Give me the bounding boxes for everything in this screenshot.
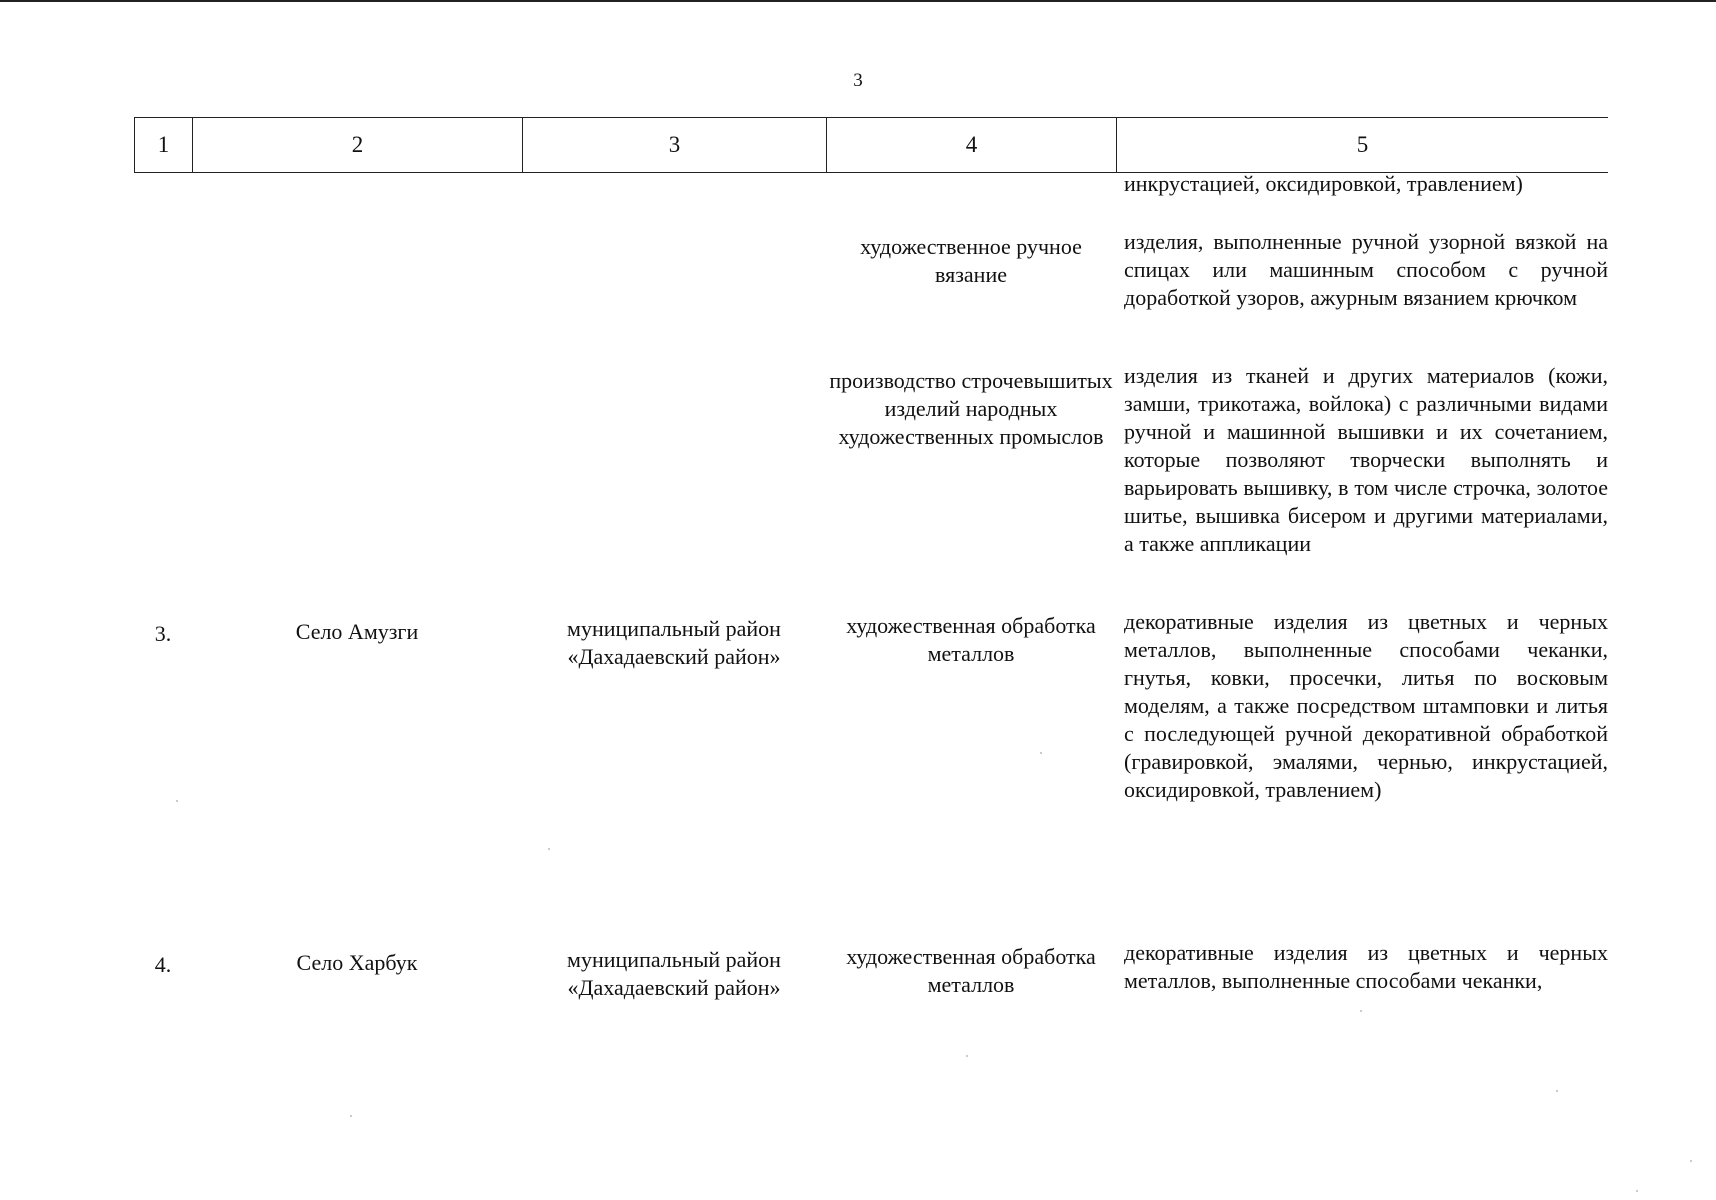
scan-top-edge [0, 0, 1716, 2]
district-cell: муниципальный район «Дахадаевский район» [567, 947, 781, 1000]
place-cell: Село Амузги [295, 619, 419, 644]
description-cell: декоративные изделия из цветных и черных металлов, выполненные способами чеканки, гнутья, ковки, просечки, литья по восковым моделям, а также посредством штамповки и литья с последующей ручной декоративной обработкой (гравировкой, эмалями, чернью, инкрустацией, оксидировкой, травлением) [1124, 609, 1608, 802]
row-number: 3. [154, 621, 172, 646]
header-cell-5: 5 [1116, 118, 1608, 172]
scan-speck [1636, 1190, 1638, 1192]
description-cell: изделия из тканей и других материалов (кожи, замши, трикотажа, войлока) с различными видами ручной и машинной вышивки и их сочетанием, которые позволяют творчески выполнять и варьировать вышивку, в том числе строчка, золотое шитье, вышивка бисером и другими материалами, а также аппликации [1124, 363, 1608, 556]
continuation-description: инкрустацией, оксидировкой, травлением) [1124, 171, 1523, 196]
header-cell-1: 1 [134, 118, 192, 172]
district-cell: муниципальный район «Дахадаевский район» [567, 616, 781, 669]
craft-cell: художественное ручное вязание [860, 234, 1082, 287]
craft-cell: производство строчевышитых изделий народных художественных промыслов [829, 368, 1113, 449]
table-header [134, 117, 1608, 173]
craft-cell: художественная обработка металлов [846, 944, 1096, 997]
scan-speck [1360, 1010, 1362, 1012]
description-cell: изделия, выполненные ручной узорной вязкой на спицах или машинным способом с ручной доработкой узоров, ажурным вязанием крючком [1124, 229, 1608, 310]
description-cell: декоративные изделия из цветных и черных металлов, выполненные способами чеканки, [1124, 940, 1608, 993]
scan-speck [1690, 1160, 1692, 1162]
header-cell-3: 3 [522, 118, 826, 172]
scan-speck [1556, 1090, 1558, 1092]
header-cell-4: 4 [826, 118, 1116, 172]
row-number: 4. [154, 952, 172, 977]
scan-speck [548, 848, 550, 850]
scan-speck [1040, 752, 1042, 754]
header-cell-2: 2 [192, 118, 522, 172]
craft-cell: художественная обработка металлов [846, 613, 1096, 666]
page-number: 3 [853, 70, 863, 91]
scan-speck [176, 800, 178, 802]
scan-speck [350, 1115, 352, 1117]
scan-speck [966, 1055, 968, 1057]
place-cell: Село Харбук [296, 950, 418, 975]
